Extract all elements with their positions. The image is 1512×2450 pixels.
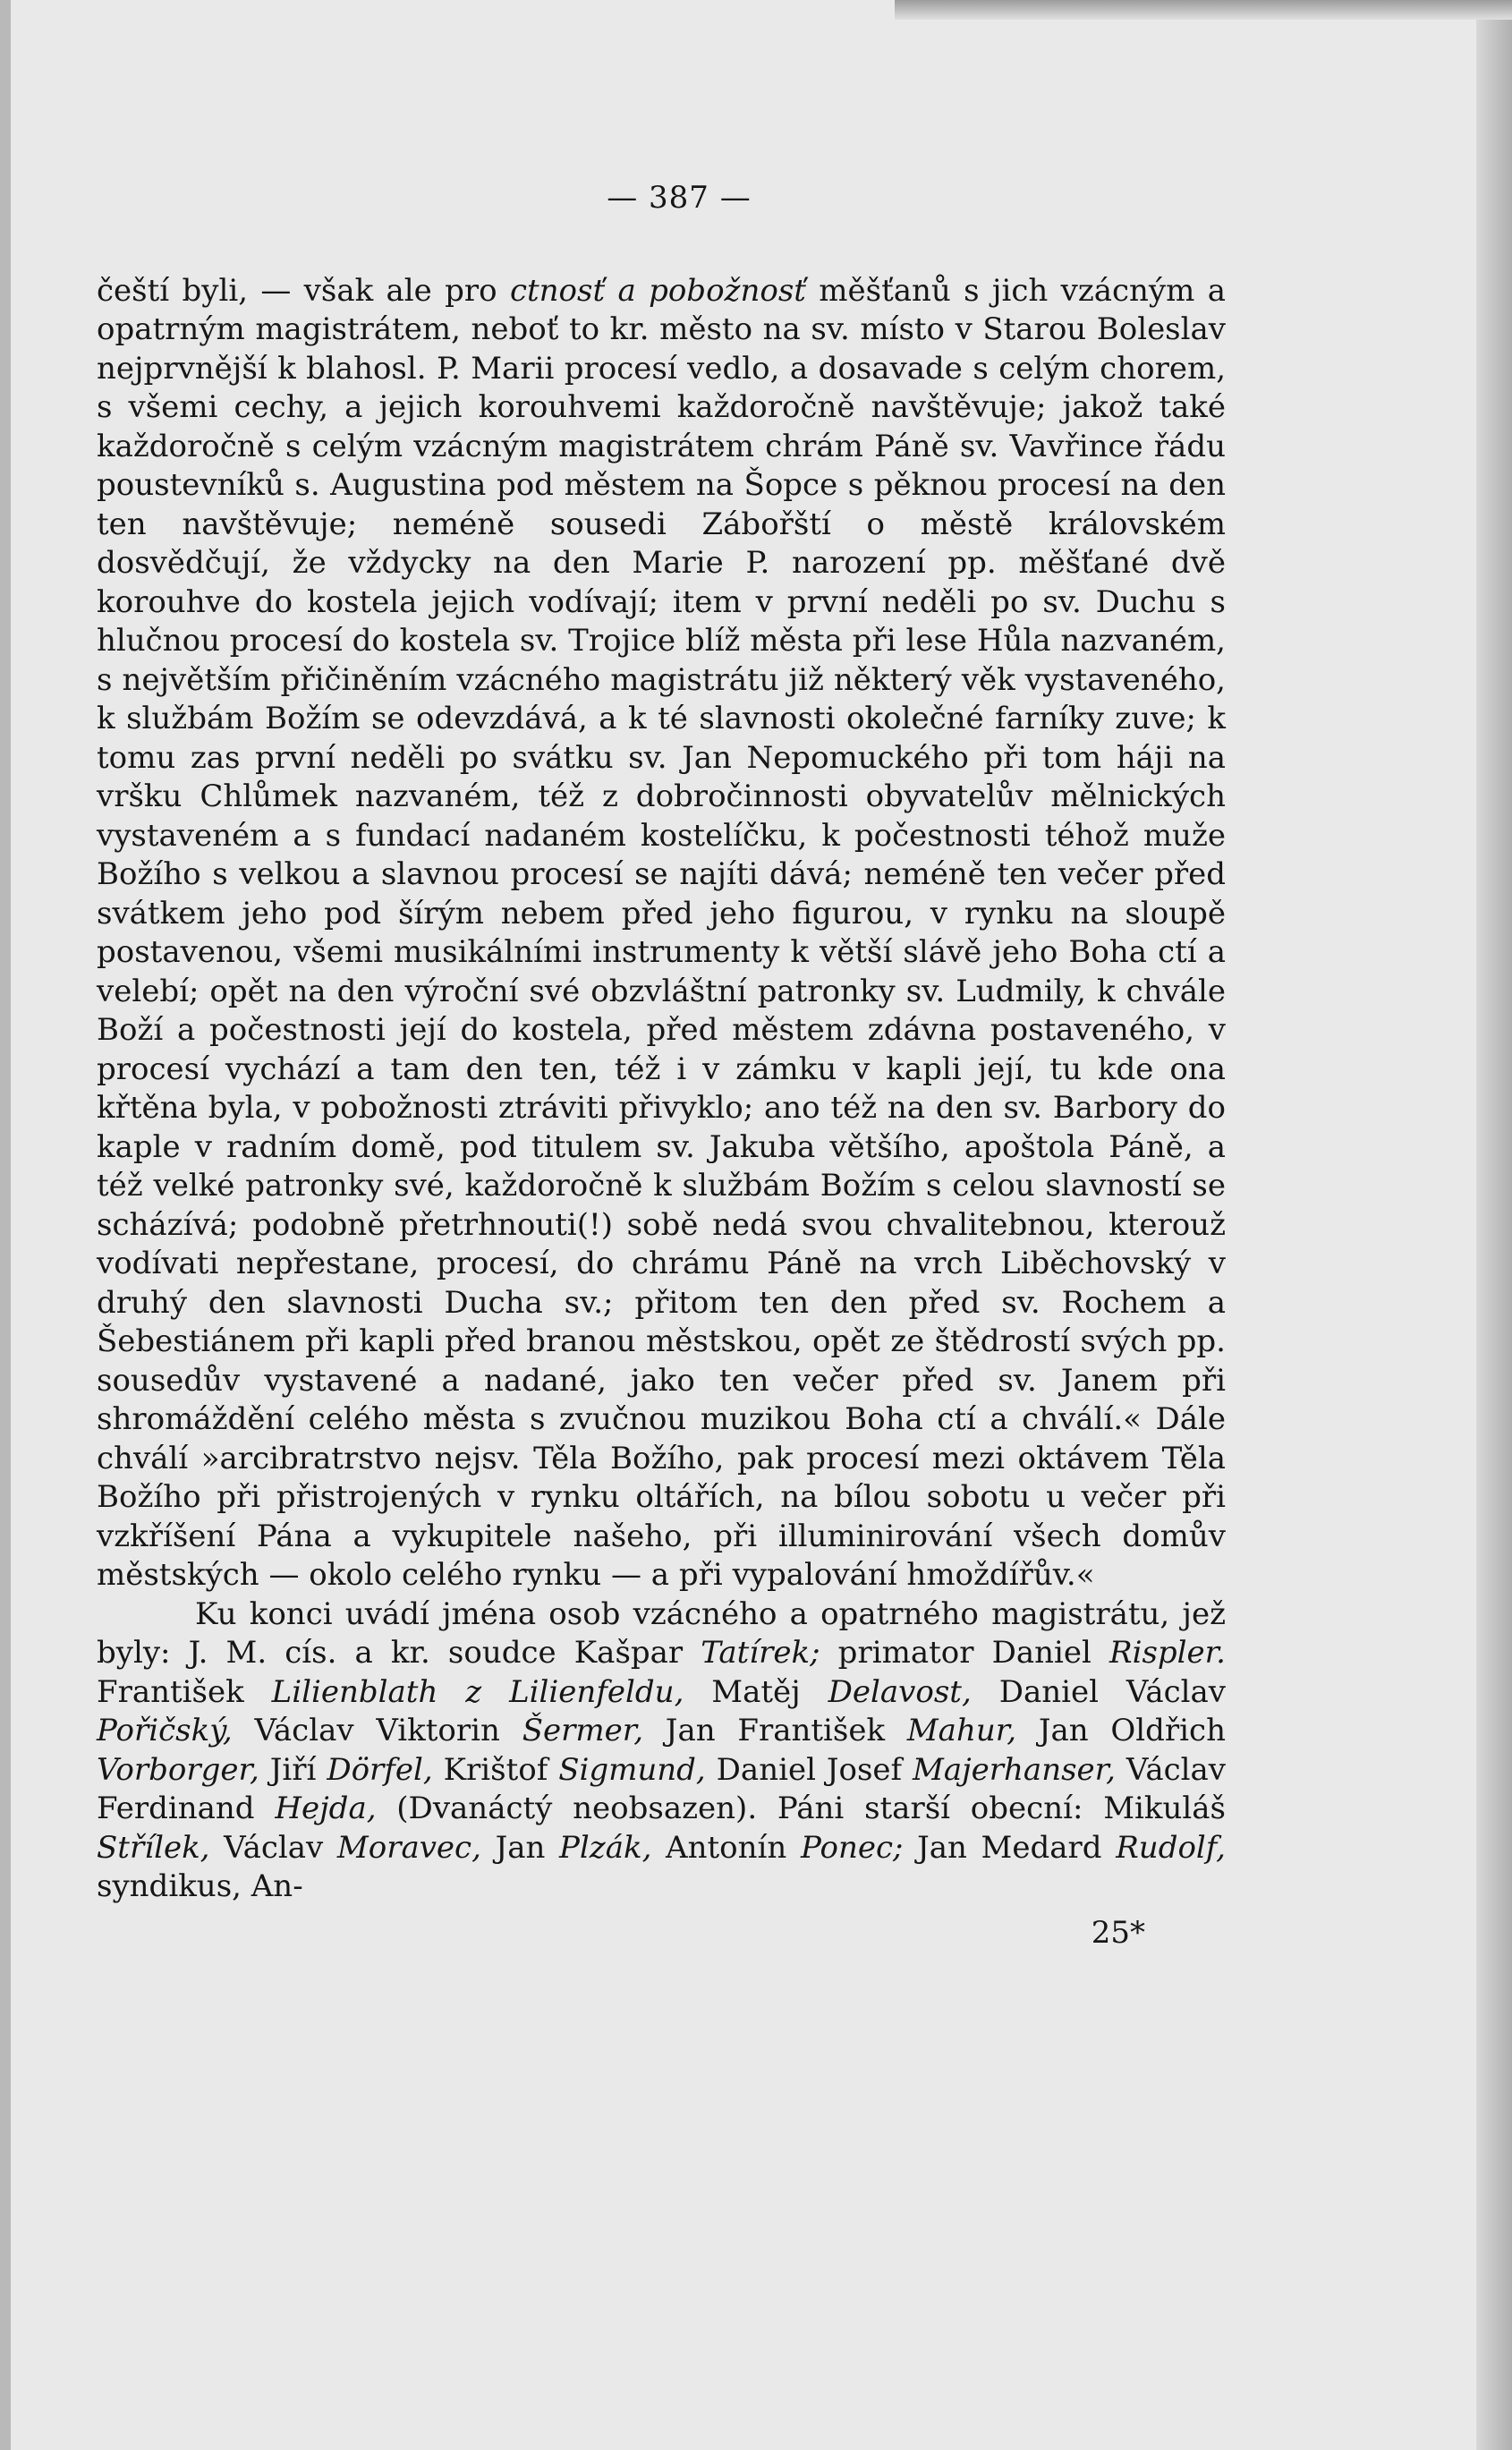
p2-i12: Hejda,: [275, 1791, 377, 1826]
p2-t9: Jiří: [259, 1751, 327, 1788]
p2-i17: Rudolf,: [1116, 1829, 1226, 1866]
p2-i5: Pořičský,: [97, 1713, 233, 1748]
p2-i14: Moravec,: [336, 1829, 481, 1866]
p2-t16: Antonín: [651, 1829, 801, 1866]
p2-t4: Matěj: [684, 1673, 828, 1710]
p2-i8: Vorborger,: [97, 1751, 259, 1788]
p2-t14: Václav: [209, 1829, 337, 1866]
p2-t12: Václav Ferdinand: [97, 1751, 1227, 1826]
p2-t5: Daniel Václav: [971, 1673, 1227, 1710]
paragraph-1-lead-italic: ctnosť a pobožnosť: [509, 272, 806, 309]
p2-i2: Rispler.: [1109, 1635, 1226, 1671]
p2-t15: Jan: [480, 1829, 560, 1866]
signature-mark: 25*: [1091, 1914, 1145, 1951]
page-edge-right: [1476, 0, 1512, 2450]
p2-i4: Delavost,: [828, 1673, 972, 1710]
paragraph-1-lead: čeští byli, — však ale pro: [97, 272, 510, 309]
p2-t2: primator Daniel: [820, 1635, 1109, 1671]
p2-t10: Krištof: [432, 1751, 559, 1788]
paragraph-1-text: měšťanů s jich vzácným a opatrným magistrátem, neboť to kr. město na sv. místo v Starou Boleslav nejprvnější k blahosl. P. Marii procesí vedlo, a dosavade s celým chorem, s všemi cechy, a jejich korouhvemi každoročně navštěvuje; jakož také každoročně s celým vzácným magistrátem chrám Páně sv. Vavřince řádu poustevníků s. Augustina pod městem na Šopce s pěknou procesí na den ten navštěvuje; neméně sousedi Zábořští o městě královském dosvědčují, že vždycky na den Marie P. narození pp. měšťané dvě korouhve do kostela jejich vodívají; item v první neděli po sv. Duchu s hlučnou procesí do kostela sv. Trojice blíž města při lese Hůla nazvaném, s největším přičiněním vzácného magistrátu již některý věk vystaveného, k službám Božím se odevzdává, a k té slavnosti okolečné farníky zuve; k tomu zas první neděli po svátku sv. Jan Nepomuckého při tom háji na vršku Chlůmek nazvaném, též z dobročinnosti obyvatelův mělnických vystaveném a s fundací nadaném kostelíčku, k počestnosti téhož muže Božího s velkou a slavnou procesí se najíti dává; neméně ten večer před svátkem jeho pod šírým nebem před jeho figurou, v rynku na sloupě postavenou, všemi musikálními instrumenty k větší slávě jeho Boha ctí a velebí; opět na den výroční své obzvláštní patronky sv. Ludmily, k chvále Boží a počestnosti její do kostela, před městem zdávna postaveného, v procesí vychází a tam den ten, též i v zámku v kapli její, tu kde ona křtěna byla, v pobožnosti ztráviti přivyklo; ano též na den sv. Barbory do kaple v radním domě, pod titulem sv. Jakuba většího, apoštola Páně, a též velké patronky své, každoročně k službám Božím s celou slavností se scházívá; podobně přetrhnouti(!) sobě nedá svou chvalitebnou, kterouž vodívati nepřestane, procesí, do chrámu Páně na vrch Liběchovský v druhý den slavnosti Ducha sv.; přitom ten den před sv. Rochem a Šebestiánem při kapli před branou městskou, opět ze štědrostí svých pp. sousedův vystavené a nadané, jako ten večer před sv. Janem při shromáždění celého města s zvučnou muzikou Boha ctí a chválí.« Dále chválí »arcibratrstvo nejsv. Těla Božího, pak procesí mezi oktávem Těla Božího při přistrojených v rynku oltářích, na bílou sobotu u večer při vzkříšení Pána a vykupitele našeho, při illuminirování všech domův městských — okolo celého rynku — a při vypalování hmoždířův.«: [97, 272, 1226, 1593]
p2-t8: Jan Oldřich: [1016, 1713, 1226, 1748]
p2-i16: Ponec;: [800, 1829, 904, 1866]
p2-i7: Mahur,: [906, 1713, 1017, 1748]
p2-i13: Střílek,: [97, 1829, 210, 1866]
p2-t17: Jan Medard: [903, 1829, 1117, 1866]
p2-t13: (Dvanáctý neobsazen). Páni starší obecní: Mikuláš: [376, 1791, 1226, 1826]
p2-t7: Jan František: [643, 1713, 907, 1748]
paragraph-1: [97, 272, 1226, 1595]
page-number: — 387 —: [607, 180, 752, 216]
p2-i3: Lilienblath z Lilienfeldu,: [271, 1673, 684, 1710]
page-edge-top: [895, 0, 1512, 20]
p2-t1: Ku konci uvádí jména osob vzácného a opatrného magistrátu, jež byly: J. M. cís. a kr. soudce Kašpar: [97, 1595, 1226, 1671]
p2-t18: syndikus, An-: [97, 1868, 303, 1904]
p2-i15: Plzák,: [559, 1829, 652, 1866]
p2-t6: Václav Viktorin: [232, 1713, 522, 1748]
paragraph-2: [97, 1595, 1226, 1907]
p2-t11: Daniel Josef: [705, 1751, 913, 1788]
p2-i10: Sigmund,: [558, 1751, 706, 1788]
text-block: [97, 179, 1226, 1952]
page-edge-left: [0, 0, 11, 2450]
p2-t3: František: [97, 1673, 272, 1710]
p2-i11: Majerhanser,: [913, 1751, 1116, 1788]
p2-i6: Šermer,: [522, 1713, 644, 1748]
p2-i1: Tatírek;: [701, 1635, 820, 1671]
p2-i9: Dörfel,: [327, 1751, 433, 1788]
